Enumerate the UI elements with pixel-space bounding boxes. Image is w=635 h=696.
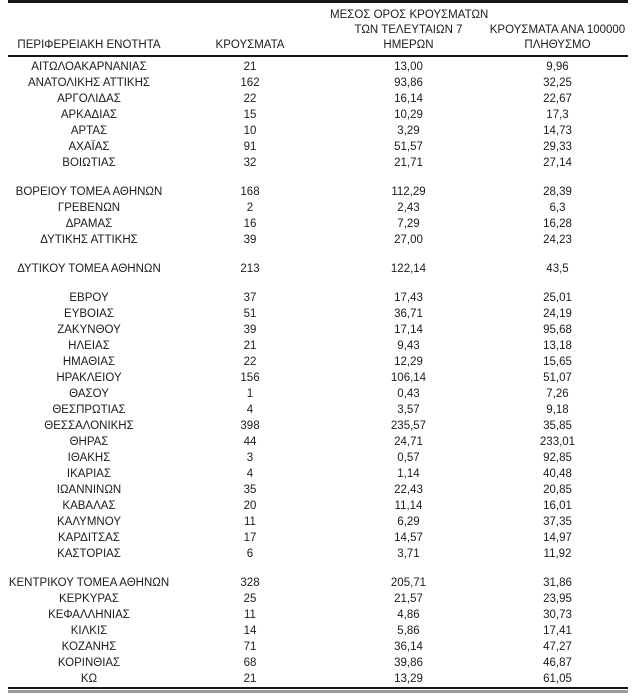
- column-header-per100k: [487, 23, 628, 53]
- cell-per100k: 23,95: [543, 593, 572, 605]
- cell-region: ΗΛΕΙΑΣ: [68, 340, 110, 352]
- table-row: [8, 575, 628, 591]
- cell-region: ΚΟΖΑΝΗΣ: [61, 641, 117, 653]
- cell-avg7: 3,29: [397, 125, 420, 137]
- cell-per100k: 17,41: [543, 625, 572, 637]
- cell-per100k: 11,92: [543, 548, 572, 560]
- cell-cases: 11: [244, 609, 256, 621]
- cell-cases: 21: [243, 61, 257, 73]
- cell-region: ΚΑΡΔΙΤΣΑΣ: [58, 532, 120, 544]
- cell-avg7: 122,14: [390, 263, 427, 275]
- cell-per100k: 17,3: [546, 109, 569, 121]
- cell-avg7: 36,71: [394, 308, 423, 320]
- cell-cases: 156: [240, 372, 260, 384]
- cell-per100k: 14,97: [543, 532, 572, 544]
- cell-region: ΙΘΑΚΗΣ: [67, 452, 111, 464]
- cell-cases: 25: [243, 593, 257, 605]
- cell-region: ΒΟΡΕΙΟΥ ΤΟΜΕΑ ΑΘΗΝΩΝ: [15, 186, 163, 198]
- cell-per100k: 27,14: [543, 157, 572, 169]
- cell-per100k: 30,73: [543, 609, 572, 621]
- cell-region: ΚΕΝΤΡΙΚΟΥ ΤΟΜΕΑ ΑΘΗΝΩΝ: [8, 577, 170, 589]
- cell-region: ΙΚΑΡΙΑΣ: [66, 468, 112, 480]
- cell-cases: 1: [246, 388, 254, 400]
- table-row: [8, 232, 628, 248]
- table-row: [8, 639, 628, 655]
- cell-cases: 398: [240, 420, 260, 432]
- table-row: [8, 59, 628, 75]
- cell-per100k: 46,87: [543, 657, 572, 669]
- cell-region: ΚΙΛΚΙΣ: [70, 625, 108, 637]
- table-row: [8, 418, 628, 434]
- cell-per100k: 14,73: [543, 125, 572, 137]
- column-header-cases-label: ΚΡΟΥΣΜΑΤΑ: [215, 39, 285, 51]
- group-spacer: [8, 171, 628, 184]
- table-row: [8, 450, 628, 466]
- cell-per100k: 37,35: [543, 516, 572, 528]
- cell-avg7: 27,00: [394, 234, 423, 246]
- table-row: [8, 671, 628, 687]
- cell-avg7: 112,29: [391, 186, 426, 198]
- cell-cases: 37: [243, 292, 257, 304]
- cell-cases: 39: [243, 324, 257, 336]
- cell-per100k: 31,86: [543, 577, 572, 589]
- cell-region: ΑΝΑΤΟΛΙΚΗΣ ΑΤΤΙΚΗΣ: [27, 77, 150, 89]
- cell-avg7: 10,29: [394, 109, 423, 121]
- cell-cases: 6: [246, 548, 254, 560]
- cell-avg7: 205,71: [390, 577, 427, 589]
- cell-region: ΑΡΚΑΔΙΑΣ: [60, 109, 118, 121]
- cell-per100k: 16,28: [543, 218, 572, 230]
- column-header-cases: [170, 38, 330, 53]
- column-header-region: [8, 38, 170, 53]
- cell-region: ΘΕΣΠΡΩΤΙΑΣ: [52, 404, 126, 416]
- table-row: [8, 123, 628, 139]
- cell-per100k: 95,68: [543, 324, 572, 336]
- cell-avg7: 5,86: [397, 625, 420, 637]
- cell-avg7: 13,29: [394, 673, 423, 685]
- cell-per100k: 15,65: [543, 356, 572, 368]
- cell-per100k: 25,01: [543, 292, 572, 304]
- cell-cases: 22: [243, 356, 257, 368]
- cell-avg7: 36,14: [394, 641, 423, 653]
- cell-region: ΕΥΒΟΙΑΣ: [64, 308, 114, 320]
- cell-region: ΔΥΤΙΚΟΥ ΤΟΜΕΑ ΑΘΗΝΩΝ: [17, 263, 161, 275]
- column-header-avg7-line1: ΜΕΣΟΣ ΟΡΟΣ ΚΡΟΥΣΜΑΤΩΝ: [330, 9, 489, 21]
- cell-avg7: 51,57: [394, 141, 423, 153]
- cell-avg7: 7,29: [397, 218, 420, 230]
- cell-cases: 21: [243, 340, 257, 352]
- column-header-avg7-line2: ΤΩΝ ΤΕΛΕΥΤΑΙΩΝ 7: [354, 24, 463, 36]
- cell-cases: 328: [240, 577, 260, 589]
- cell-per100k: 35,85: [543, 420, 572, 432]
- cell-avg7: 21,57: [394, 593, 423, 605]
- cell-per100k: 40,48: [543, 468, 572, 480]
- cell-per100k: 22,67: [543, 93, 572, 105]
- table-row: [8, 386, 628, 402]
- column-header-avg7-line3: ΗΜΕΡΩΝ: [383, 39, 434, 51]
- cell-cases: 4: [246, 404, 254, 416]
- cell-per100k: 43,5: [546, 263, 569, 275]
- cell-per100k: 16,01: [543, 500, 572, 512]
- cell-per100k: 24,23: [543, 234, 572, 246]
- column-header-per100k-line2: ΠΛΗΘΥΣΜΟ: [524, 39, 591, 51]
- cell-cases: 15: [243, 109, 257, 121]
- cell-per100k: 24,19: [543, 308, 572, 320]
- cell-region: ΗΡΑΚΛΕΙΟΥ: [56, 372, 122, 384]
- cell-region: ΑΧΑΪΑΣ: [68, 141, 110, 153]
- table-row: [8, 591, 628, 607]
- table-row: [8, 546, 628, 562]
- table-row: [8, 466, 628, 482]
- table-header-row: [8, 0, 628, 57]
- table-row: [8, 607, 628, 623]
- table-row: [8, 434, 628, 450]
- cell-region: ΘΑΣΟΥ: [69, 388, 109, 400]
- table-row: [8, 261, 628, 277]
- cases-by-region-table: [8, 0, 628, 693]
- cell-avg7: 11,14: [394, 500, 423, 512]
- cell-avg7: 235,57: [390, 420, 427, 432]
- table-row: [8, 370, 628, 386]
- cell-cases: 10: [243, 125, 257, 137]
- cell-cases: 39: [243, 234, 257, 246]
- cell-region: ΚΑΒΑΛΑΣ: [62, 500, 116, 512]
- table-row: [8, 91, 628, 107]
- cell-cases: 32: [243, 157, 257, 169]
- cell-avg7: 9,43: [397, 340, 420, 352]
- bottom-border-black-line: [8, 687, 628, 689]
- cell-region: ΚΕΦΑΛΛΗΝΙΑΣ: [48, 609, 130, 621]
- cell-cases: 168: [240, 186, 260, 198]
- cell-region: ΚΑΣΤΟΡΙΑΣ: [57, 548, 121, 560]
- cell-avg7: 16,14: [394, 93, 423, 105]
- cell-avg7: 13,00: [394, 61, 423, 73]
- cell-cases: 2: [246, 202, 254, 214]
- cell-avg7: 1,14: [397, 468, 420, 480]
- cell-avg7: 14,57: [394, 532, 423, 544]
- cell-cases: 21: [243, 673, 257, 685]
- column-header-avg7: [330, 8, 487, 53]
- cell-cases: 44: [243, 436, 257, 448]
- table-row: [8, 338, 628, 354]
- table-row: [8, 514, 628, 530]
- table-row: [8, 290, 628, 306]
- group-spacer: [8, 562, 628, 575]
- cell-per100k: 6,3: [549, 202, 566, 214]
- cell-avg7: 21,71: [394, 157, 423, 169]
- cell-cases: 11: [244, 516, 256, 528]
- cell-avg7: 17,43: [394, 292, 423, 304]
- table-row: [8, 322, 628, 338]
- cell-per100k: 32,25: [543, 77, 572, 89]
- cell-per100k: 7,26: [546, 388, 569, 400]
- cell-region: ΚΟΡΙΝΘΙΑΣ: [57, 657, 121, 669]
- table-row: [8, 402, 628, 418]
- cell-cases: 17: [243, 532, 257, 544]
- cell-avg7: 3,57: [397, 404, 420, 416]
- cell-avg7: 17,14: [394, 324, 423, 336]
- cell-region: ΖΑΚΥΝΘΟΥ: [57, 324, 121, 336]
- table-row: [8, 200, 628, 216]
- cell-avg7: 24,71: [394, 436, 423, 448]
- cell-cases: 91: [243, 141, 257, 153]
- table-row: [8, 498, 628, 514]
- table-row: [8, 623, 628, 639]
- cell-avg7: 2,43: [397, 202, 420, 214]
- cell-avg7: 4,86: [397, 609, 420, 621]
- cell-cases: 16: [243, 218, 257, 230]
- column-header-per100k-line1: ΚΡΟΥΣΜΑΤΑ ΑΝΑ 100000: [489, 24, 626, 36]
- cell-per100k: 61,05: [543, 673, 572, 685]
- cell-avg7: 0,43: [397, 388, 420, 400]
- cell-region: ΘΕΣΣΑΛΟΝΙΚΗΣ: [44, 420, 134, 432]
- cell-per100k: 13,18: [543, 340, 572, 352]
- cell-avg7: 93,86: [394, 77, 423, 89]
- cell-region: ΑΡΤΑΣ: [70, 125, 108, 137]
- table-bottom-double-border: [8, 687, 628, 693]
- table-body: [8, 57, 628, 687]
- cell-avg7: 12,29: [394, 356, 423, 368]
- cell-region: ΔΥΤΙΚΗΣ ΑΤΤΙΚΗΣ: [40, 234, 138, 246]
- table-row: [8, 75, 628, 91]
- cell-region: ΑΡΓΟΛΙΔΑΣ: [57, 93, 121, 105]
- cell-cases: 35: [243, 484, 257, 496]
- cell-region: ΑΙΤΩΛΟΑΚΑΡΝΑΝΙΑΣ: [31, 61, 147, 73]
- cell-region: ΕΒΡΟΥ: [69, 292, 109, 304]
- cell-per100k: 20,85: [543, 484, 572, 496]
- cell-avg7: 39,86: [394, 657, 423, 669]
- cell-avg7: 6,29: [397, 516, 420, 528]
- table-row: [8, 655, 628, 671]
- column-header-region-label: ΠΕΡΙΦΕΡΕΙΑΚΗ ΕΝΟΤΗΤΑ: [17, 39, 161, 51]
- cell-cases: 20: [243, 500, 257, 512]
- table-row: [8, 155, 628, 171]
- cell-region: ΚΑΛΥΜΝΟΥ: [57, 516, 121, 528]
- table-row: [8, 530, 628, 546]
- cell-cases: 51: [243, 308, 257, 320]
- cell-cases: 3: [246, 452, 254, 464]
- cell-region: ΓΡΕΒΕΝΩΝ: [57, 202, 121, 214]
- table-row: [8, 216, 628, 232]
- cell-cases: 4: [246, 468, 254, 480]
- cell-avg7: 3,71: [397, 548, 420, 560]
- cell-per100k: 29,33: [543, 141, 572, 153]
- bottom-border-gray-line: [8, 690, 628, 693]
- table-row: [8, 139, 628, 155]
- group-spacer: [8, 248, 628, 261]
- cell-region: ΒΟΙΩΤΙΑΣ: [62, 157, 116, 169]
- cell-per100k: 233,01: [539, 436, 576, 448]
- table-row: [8, 184, 628, 200]
- cell-region: ΙΩΑΝΝΙΝΩΝ: [56, 484, 122, 496]
- cell-cases: 213: [240, 263, 260, 275]
- cell-cases: 22: [243, 93, 257, 105]
- cell-per100k: 92,85: [543, 452, 572, 464]
- cell-region: ΔΡΑΜΑΣ: [65, 218, 113, 230]
- cell-region: ΗΜΑΘΙΑΣ: [62, 356, 116, 368]
- cell-avg7: 0,57: [397, 452, 420, 464]
- table-row: [8, 107, 628, 123]
- cell-region: ΚΩ: [80, 673, 98, 685]
- group-spacer: [8, 277, 628, 290]
- cell-region: ΘΗΡΑΣ: [69, 436, 109, 448]
- table-row: [8, 482, 628, 498]
- cell-cases: 162: [240, 77, 260, 89]
- cell-per100k: 47,27: [543, 641, 572, 653]
- cell-per100k: 9,18: [546, 404, 569, 416]
- cell-cases: 68: [243, 657, 257, 669]
- cell-avg7: 22,43: [394, 484, 423, 496]
- cell-per100k: 28,39: [543, 186, 572, 198]
- table-row: [8, 306, 628, 322]
- cell-per100k: 9,96: [546, 61, 569, 73]
- cell-per100k: 51,07: [543, 372, 572, 384]
- table-row: [8, 354, 628, 370]
- cell-avg7: 106,14: [390, 372, 427, 384]
- cell-cases: 71: [243, 641, 257, 653]
- cell-region: ΚΕΡΚΥΡΑΣ: [59, 593, 119, 605]
- cell-cases: 14: [243, 625, 257, 637]
